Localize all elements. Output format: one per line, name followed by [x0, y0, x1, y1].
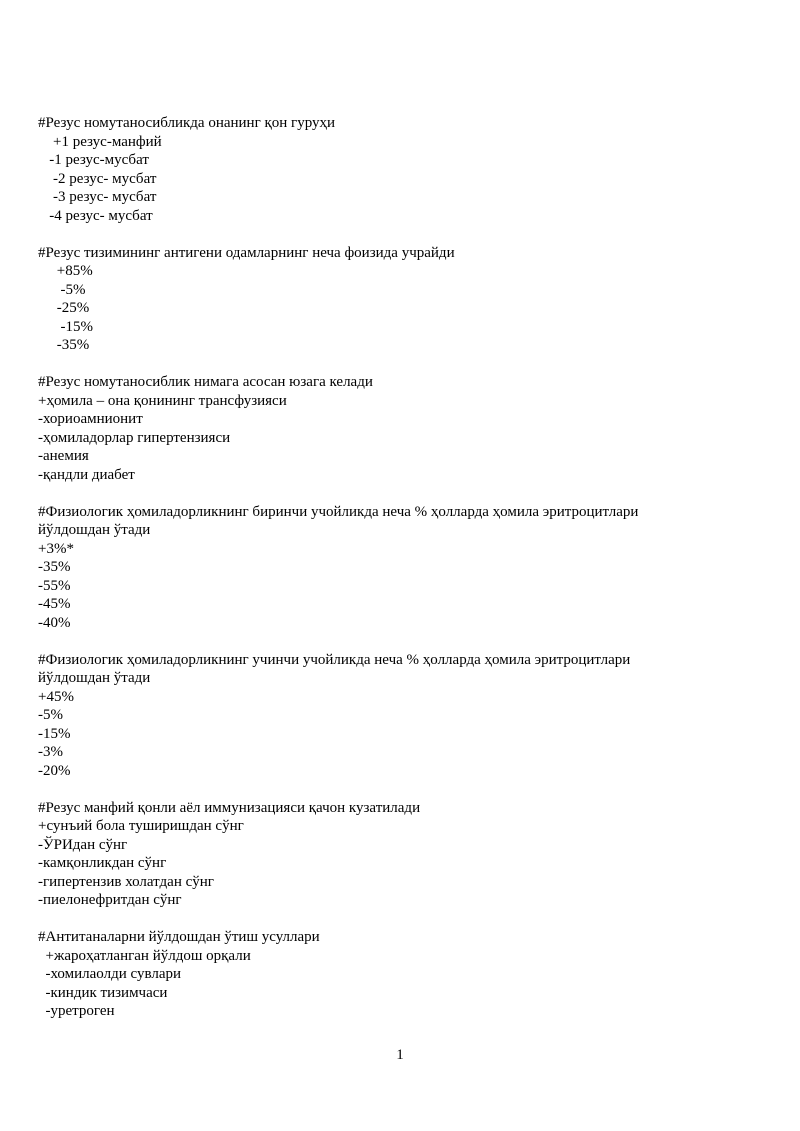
answer-option: +1 резус-манфий — [38, 133, 162, 150]
answer-option: -3% — [38, 744, 63, 760]
answer-option: -3 резус- мусбат — [38, 189, 157, 205]
question-text: #Резус тизимининг антигени одамларнинг неча фоизида учрайди — [38, 244, 455, 261]
answer-option: -25% — [38, 300, 90, 316]
question-text-continued: йўлдошдан ўтади — [38, 522, 151, 538]
answer-option: -55% — [38, 577, 71, 594]
answer-option: -хомилаолди сувлари — [38, 966, 182, 982]
answer-option: -20% — [38, 762, 71, 779]
question-text: #Антитаналарни йўлдошдан ўтиш усуллари — [38, 929, 320, 945]
answer-option: -камқонликдан сўнг — [38, 855, 167, 871]
answer-option: -35% — [38, 337, 90, 353]
answer-option: -киндик тизимчаси — [38, 984, 168, 1001]
question-text-continued: йўлдошдан ўтади — [38, 670, 151, 686]
answer-option: -гипертензив холатдан сўнг — [38, 873, 214, 890]
question-text: #Физиологик ҳомиладорликнинг учинчи учойликда неча % ҳолларда ҳомила эритроцитлари — [38, 651, 631, 668]
answer-option: -1 резус-мусбат — [38, 152, 149, 168]
answer-option: -ЎРИдан сўнг — [38, 836, 128, 853]
question-block — [38, 373, 758, 484]
answer-option: -анемия — [38, 448, 89, 464]
page-number: 1 — [396, 1047, 404, 1063]
answer-option: -қандли диабет — [38, 466, 135, 483]
answer-option: -5% — [38, 281, 86, 298]
answer-option: -40% — [38, 614, 71, 631]
answer-option: -15% — [38, 725, 71, 742]
question-block — [38, 244, 758, 355]
answer-option: +ҳомила – она қонининг трансфузияси — [38, 392, 287, 409]
answer-option: +45% — [38, 688, 74, 705]
question-block — [38, 651, 758, 781]
question-list — [38, 114, 758, 1021]
question-text: #Физиологик ҳомиладорликнинг биринчи учойликда неча % ҳолларда ҳомила эритроцитлари — [38, 503, 639, 520]
answer-option: -45% — [38, 596, 71, 612]
answer-option: -15% — [38, 318, 93, 335]
answer-option: +сунъий бола туширишдан сўнг — [38, 818, 244, 834]
answer-option: -4 резус- мусбат — [38, 207, 153, 224]
answer-option: +85% — [38, 263, 93, 279]
answer-option: +жароҳатланган йўлдош орқали — [38, 947, 251, 964]
question-block — [38, 928, 758, 1021]
answer-option: -хориоамнионит — [38, 411, 143, 427]
answer-option: -уретроген — [38, 1003, 115, 1019]
answer-option: -2 резус- мусбат — [38, 170, 157, 187]
answer-option: -35% — [38, 559, 71, 575]
question-block — [38, 799, 758, 910]
answer-option: +3%* — [38, 540, 74, 557]
answer-option: -пиелонефритдан сўнг — [38, 892, 182, 908]
question-text: #Резус номутаносиблик нимага асосан юзага келади — [38, 374, 373, 390]
question-block — [38, 114, 758, 225]
question-text: #Резус номутаносибликда онанинг қон гуруҳи — [38, 115, 336, 131]
question-text: #Резус манфий қонли аёл иммунизацияси қачон кузатилади — [38, 799, 421, 816]
answer-option: -5% — [38, 707, 63, 723]
question-block — [38, 503, 758, 633]
answer-option: -ҳомиладорлар гипертензияси — [38, 429, 231, 446]
